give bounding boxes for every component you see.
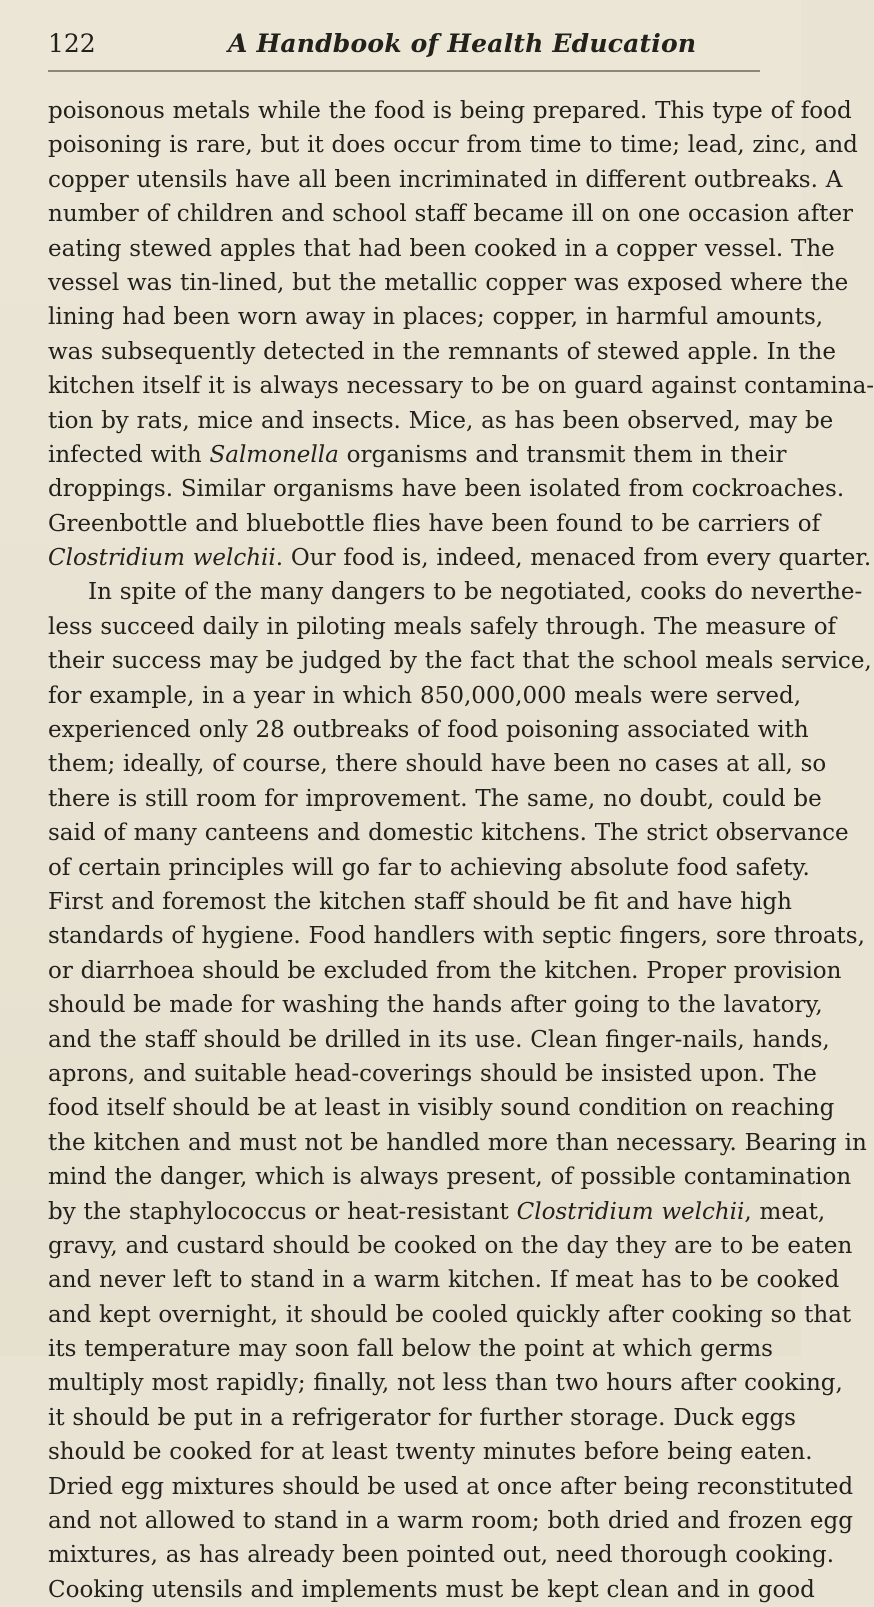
text-segment: of certain principles will go far to achieving absolute food safety. — [48, 854, 810, 881]
text-segment: aprons, and suitable head-coverings should be insisted upon. The — [48, 1060, 817, 1087]
text-segment: and kept overnight, it should be cooled quickly after cooking so that — [48, 1301, 852, 1328]
text-line — [48, 1435, 813, 1469]
text-segment: organisms and transmit them in their — [338, 441, 787, 468]
text-line — [48, 747, 827, 781]
text-segment: mind the danger, which is always present, of possible contamination — [48, 1164, 852, 1191]
text-line — [48, 1229, 853, 1263]
text-segment: eating stewed apples that had been cooked in a copper vessel. The — [48, 235, 835, 262]
text-line — [48, 1263, 840, 1297]
running-head — [48, 24, 768, 64]
text-segment: or diarrhoea should be excluded from the kitchen. Proper provision — [48, 957, 842, 984]
text-segment: . Our food is, indeed, menaced from every quarter. — [275, 545, 872, 572]
italic-term: Clostridium welchii — [516, 1198, 745, 1225]
text-line — [48, 954, 842, 988]
text-segment: , meat, — [744, 1198, 826, 1225]
text-segment: Dried egg mixtures should be used at once after being reconstituted — [48, 1473, 854, 1500]
text-segment: tion by rats, mice and insects. Mice, as has been observed, may be — [48, 407, 834, 434]
text-line — [48, 438, 787, 472]
text-segment: it should be put in a refrigerator for further storage. Duck eggs — [48, 1404, 796, 1431]
text-line — [48, 1332, 772, 1366]
text-line — [48, 610, 837, 644]
text-segment: mixtures, as has already been pointed out, need thorough cooking. — [48, 1542, 835, 1569]
text-line — [48, 541, 872, 575]
text-line — [48, 885, 792, 919]
text-segment: lining had been worn away in places; copper, in harmful amounts, — [48, 304, 824, 331]
text-line — [48, 1573, 815, 1607]
text-line — [48, 1504, 853, 1538]
text-segment: them; ideally, of course, there should have been no cases at all, so — [48, 751, 827, 778]
italic-term: Salmonella — [209, 441, 339, 468]
text-line — [48, 404, 834, 438]
text-line — [48, 1023, 830, 1057]
text-segment: Cooking utensils and implements must be kept clean and in good — [48, 1576, 815, 1603]
text-line — [48, 679, 802, 713]
text-line — [48, 507, 821, 541]
text-line — [48, 1057, 817, 1091]
text-segment: vessel was tin-lined, but the metallic copper was exposed where the — [48, 269, 849, 296]
text-line — [48, 919, 865, 953]
text-line — [48, 472, 845, 506]
text-segment: gravy, and custard should be cooked on the day they are to be eaten — [48, 1232, 853, 1259]
text-line — [48, 1126, 867, 1160]
text-segment: was subsequently detected in the remnants of stewed apple. In the — [48, 338, 836, 365]
text-line — [48, 128, 858, 162]
text-segment: and not allowed to stand in a warm room; both dried and frozen egg — [48, 1508, 853, 1535]
text-line — [48, 266, 849, 300]
text-segment: its temperature may soon fall below the point at which germs — [48, 1336, 773, 1363]
text-segment: the kitchen and must not be handled more than necessary. Bearing in — [48, 1129, 867, 1156]
text-segment: said of many canteens and domestic kitchens. The strict observance — [48, 820, 849, 847]
text-line — [48, 335, 836, 369]
text-segment: for example, in a year in which 850,000,000 meals were served, — [48, 682, 802, 709]
text-segment: standards of hygiene. Food handlers with septic fingers, sore throats, — [48, 923, 865, 950]
text-line — [48, 1298, 852, 1332]
text-line — [48, 1470, 854, 1504]
text-segment: their success may be judged by the fact that the school meals service, — [48, 648, 872, 675]
book-title: A Handbook of Health Education — [228, 29, 697, 58]
text-segment: multiply most rapidly; finally, not less than two hours after cooking, — [48, 1370, 843, 1397]
text-line — [48, 988, 823, 1022]
text-line — [48, 782, 822, 816]
text-line — [48, 713, 809, 747]
text-segment: number of children and school staff became ill on one occasion after — [48, 201, 854, 228]
text-segment: there is still room for improvement. The same, no doubt, could be — [48, 785, 822, 812]
body-text — [48, 94, 874, 1607]
text-line — [48, 1401, 796, 1435]
text-line — [48, 644, 872, 678]
header-rule — [48, 70, 760, 72]
text-line — [48, 1091, 835, 1125]
text-line — [48, 300, 824, 334]
text-line — [48, 851, 810, 885]
text-segment: copper utensils have all been incriminated in different outbreaks. A — [48, 166, 843, 193]
text-segment: by the staphylococcus or heat-resistant — [48, 1198, 517, 1225]
text-segment: poisonous metals while the food is being prepared. This type of food — [48, 98, 852, 124]
text-line — [48, 1195, 826, 1229]
text-segment: In spite of the many dangers to be negotiated, cooks do neverthe- — [88, 579, 863, 606]
text-line — [48, 163, 843, 197]
text-line — [48, 197, 854, 231]
text-segment: food itself should be at least in visibly sound condition on reaching — [48, 1095, 835, 1122]
page-number: 122 — [48, 29, 96, 58]
text-segment: should be cooked for at least twenty minutes before being eaten. — [48, 1439, 813, 1466]
text-segment: poisoning is rare, but it does occur from time to time; lead, zinc, and — [48, 132, 858, 159]
text-line — [48, 94, 852, 128]
text-line — [48, 232, 835, 266]
text-segment: less succeed daily in piloting meals safely through. The measure of — [48, 613, 837, 640]
text-line — [48, 1538, 835, 1572]
text-line — [48, 816, 849, 850]
text-line — [48, 1366, 843, 1400]
text-segment: experienced only 28 outbreaks of food poisoning associated with — [48, 717, 809, 744]
italic-term: Clostridium welchii — [48, 545, 276, 572]
text-segment: and the staff should be drilled in its use. Clean finger-nails, hands, — [48, 1026, 830, 1053]
text-segment: kitchen itself it is always necessary to be on guard against contamina- — [48, 373, 874, 400]
text-segment: infected with — [48, 441, 210, 468]
text-line — [48, 1160, 852, 1194]
text-line — [48, 575, 863, 609]
text-segment: and never left to stand in a warm kitchen. If meat has to be cooked — [48, 1267, 840, 1294]
text-segment: Greenbottle and bluebottle flies have been found to be carriers of — [48, 510, 821, 537]
text-segment: should be made for washing the hands after going to the lavatory, — [48, 992, 823, 1019]
text-line — [48, 369, 874, 403]
text-segment: First and foremost the kitchen staff should be fit and have high — [48, 888, 792, 915]
text-segment: droppings. Similar organisms have been isolated from cockroaches. — [48, 476, 845, 503]
